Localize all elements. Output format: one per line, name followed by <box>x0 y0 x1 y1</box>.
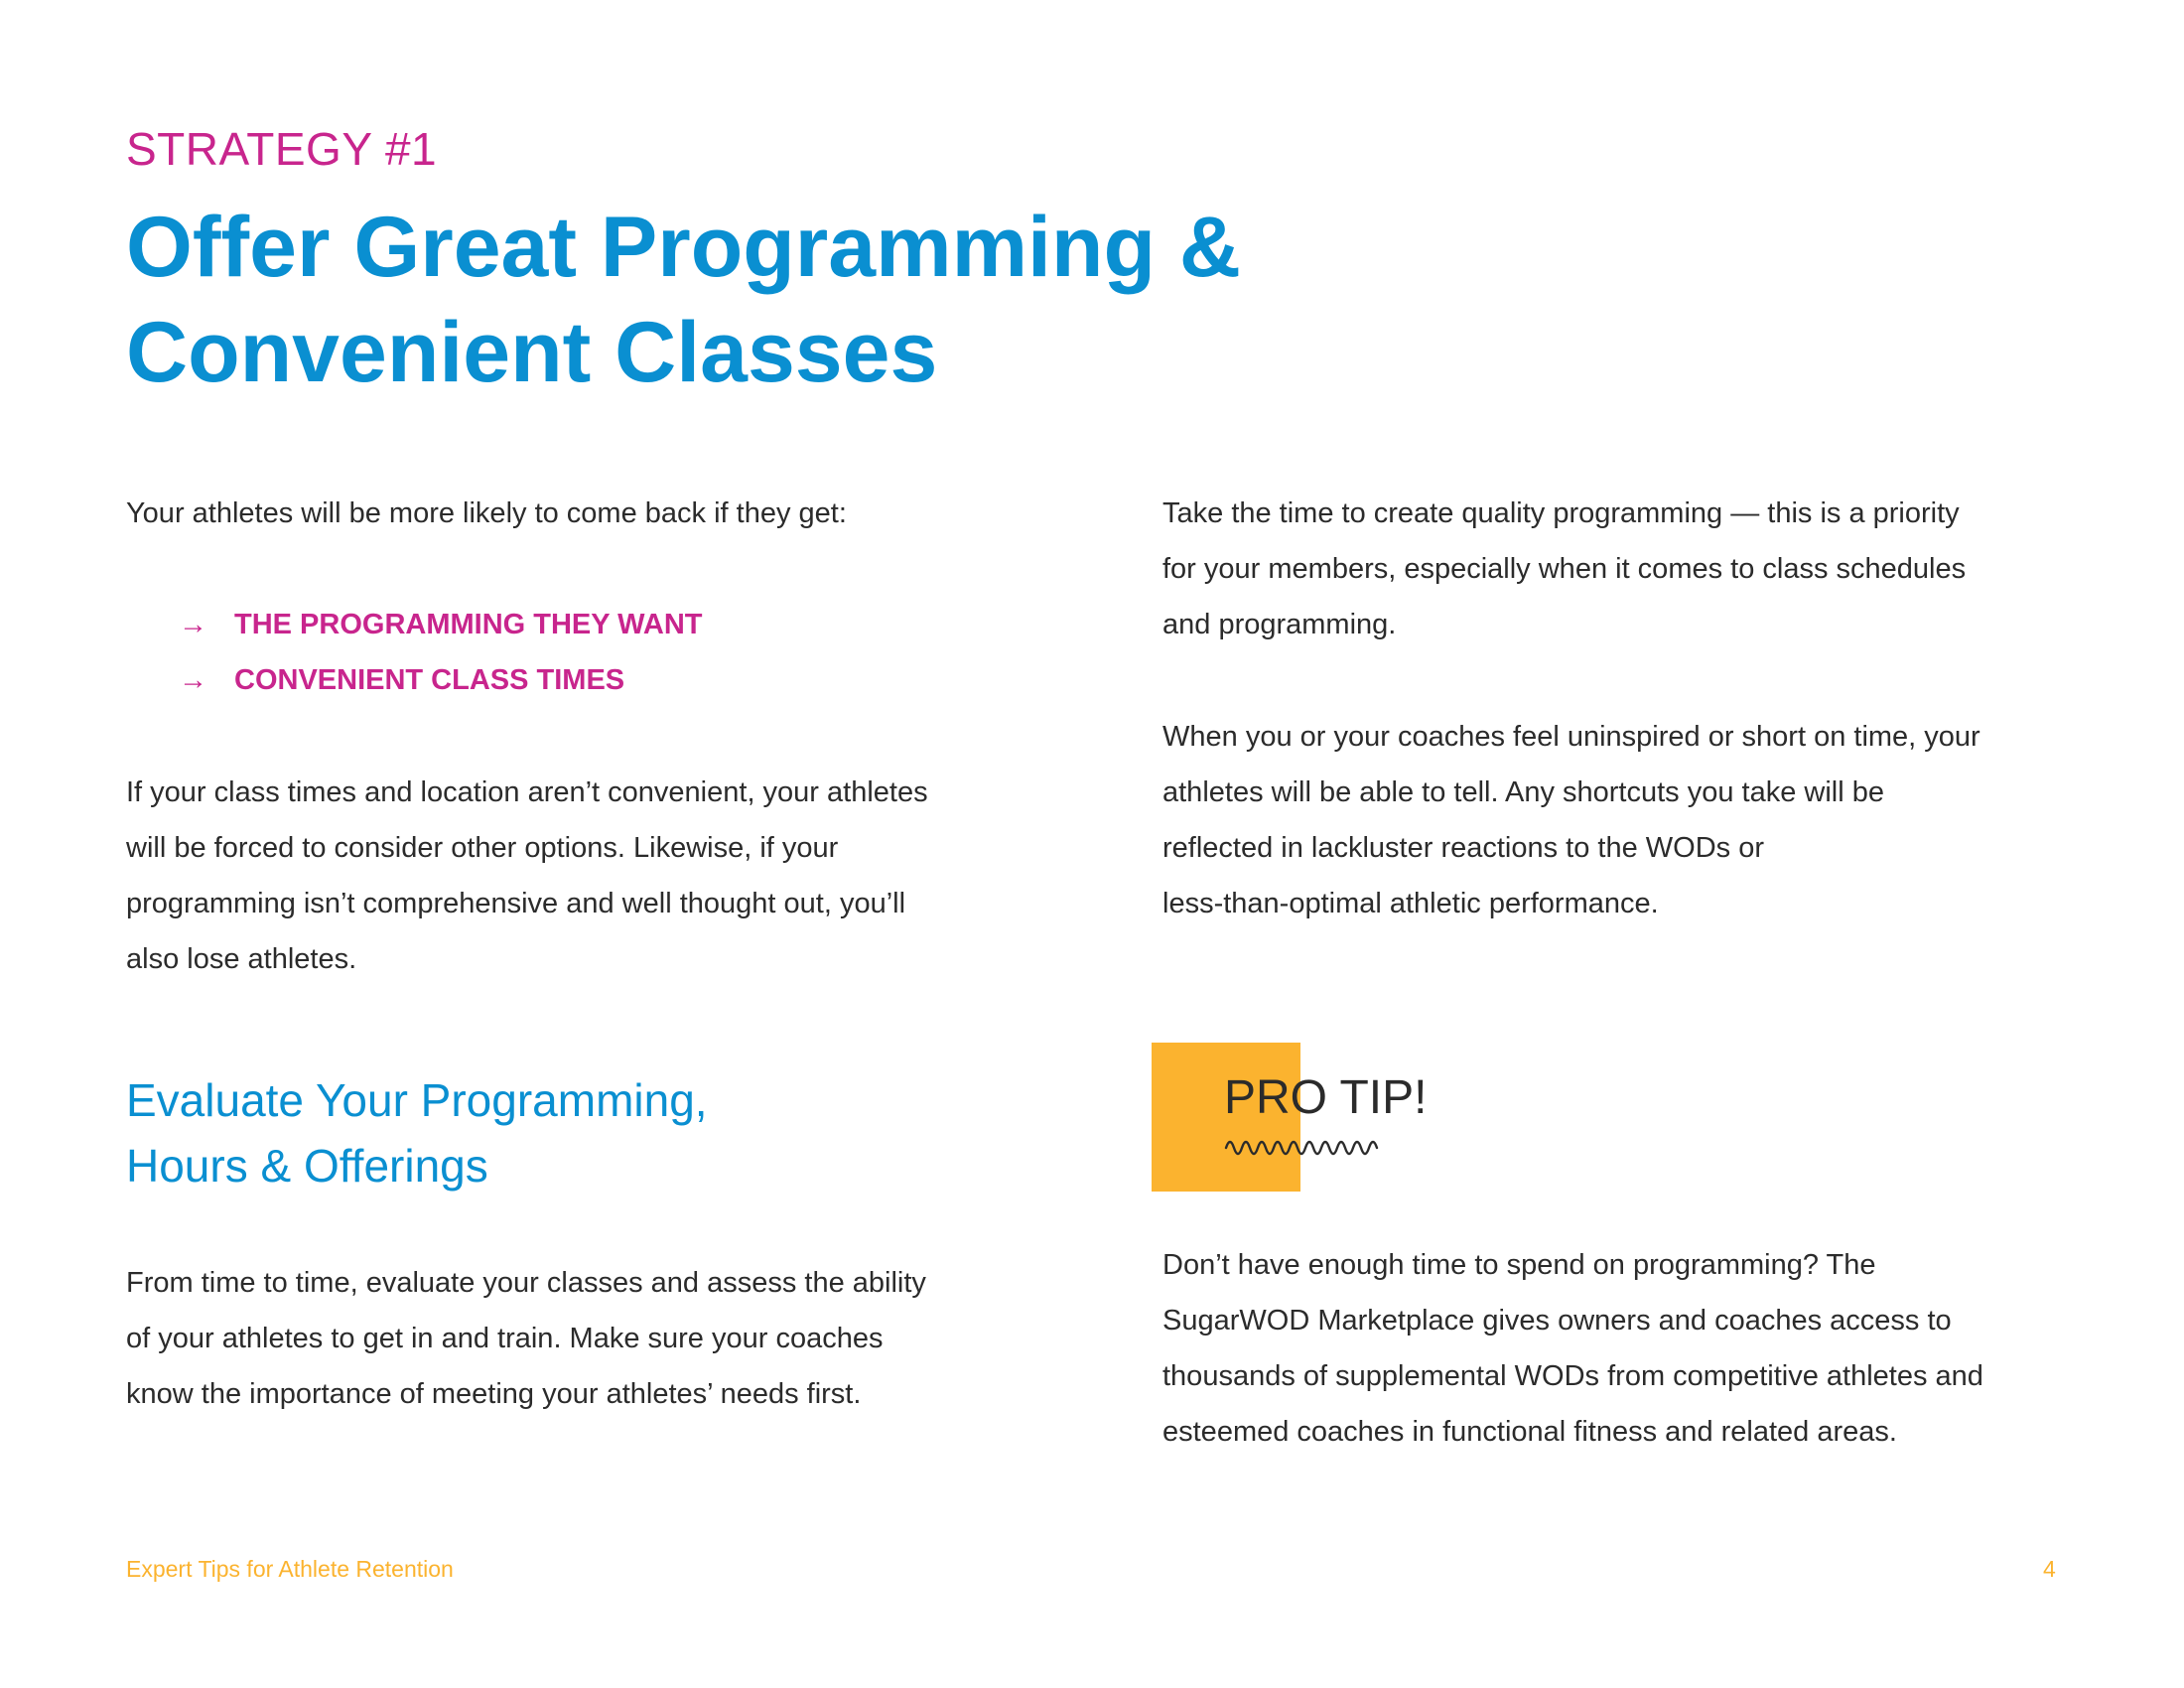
bullet-item <box>179 597 973 652</box>
page-title-line-1: Offer Great Programming & <box>126 200 1241 295</box>
paragraph-line: Don’t have enough time to spend on programming? The <box>1162 1249 1876 1281</box>
convenience-paragraph <box>126 765 1020 987</box>
footer-title: Expert Tips for Athlete Retention <box>126 1556 454 1582</box>
paragraph-line: thousands of supplemental WODs from competitive athletes and <box>1162 1360 1983 1392</box>
arrow-right-icon: → <box>179 664 207 696</box>
arrow-right-icon: → <box>179 609 207 640</box>
page-number: 4 <box>2043 1556 2056 1582</box>
page-title-line-2: Convenient Classes <box>126 305 938 400</box>
pro-tip-label: PRO TIP! <box>1224 1071 1428 1124</box>
subheading-line-2: Hours & Offerings <box>126 1140 488 1192</box>
intro-text: Your athletes will be more likely to come back if they get: <box>126 497 847 529</box>
shortcuts-paragraph <box>1162 709 2076 931</box>
paragraph-line: athletes will be able to tell. Any shortcuts you take will be <box>1162 776 1884 808</box>
paragraph-line: of your athletes to get in and train. Make sure your coaches <box>126 1323 884 1354</box>
paragraph-line: esteemed coaches in functional fitness and related areas. <box>1162 1416 1897 1448</box>
intro-paragraph <box>126 486 1000 541</box>
paragraph-line: and programming. <box>1162 609 1397 640</box>
squiggle-icon <box>1224 1134 1379 1156</box>
subheading-line-1: Evaluate Your Programming, <box>126 1074 708 1126</box>
paragraph-line: also lose athletes. <box>126 943 357 975</box>
quality-paragraph <box>1162 486 2076 652</box>
paragraph-line: programming isn’t comprehensive and well thought out, you’ll <box>126 888 906 919</box>
paragraph-line: If your class times and location aren’t convenient, your athletes <box>126 776 928 808</box>
strategy-kicker: STRATEGY #1 <box>126 123 438 175</box>
paragraph-line: less-than-optimal athletic performance. <box>1162 888 1659 919</box>
paragraph-line: SugarWOD Marketplace gives owners and coaches access to <box>1162 1305 1952 1336</box>
paragraph-line: When you or your coaches feel uninspired or short on time, your <box>1162 721 1980 753</box>
paragraph-line: reflected in lackluster reactions to the WODs or <box>1162 832 1765 864</box>
evaluate-paragraph <box>126 1255 1020 1422</box>
paragraph-line: From time to time, evaluate your classes and assess the ability <box>126 1267 926 1299</box>
page-title <box>126 195 1241 405</box>
paragraph-line: Take the time to create quality programming — this is a priority <box>1162 497 1960 529</box>
bullet-item <box>179 652 973 708</box>
section-subheading <box>126 1067 708 1198</box>
paragraph-line: know the importance of meeting your athletes’ needs first. <box>126 1378 862 1410</box>
paragraph-line: will be forced to consider other options. Likewise, if your <box>126 832 839 864</box>
bullet-list <box>179 597 973 708</box>
bullet-text: CONVENIENT CLASS TIMES <box>234 664 625 696</box>
paragraph-line: for your members, especially when it comes to class schedules <box>1162 553 1967 585</box>
pro-tip-paragraph <box>1162 1237 2076 1460</box>
bullet-text: THE PROGRAMMING THEY WANT <box>234 609 703 640</box>
